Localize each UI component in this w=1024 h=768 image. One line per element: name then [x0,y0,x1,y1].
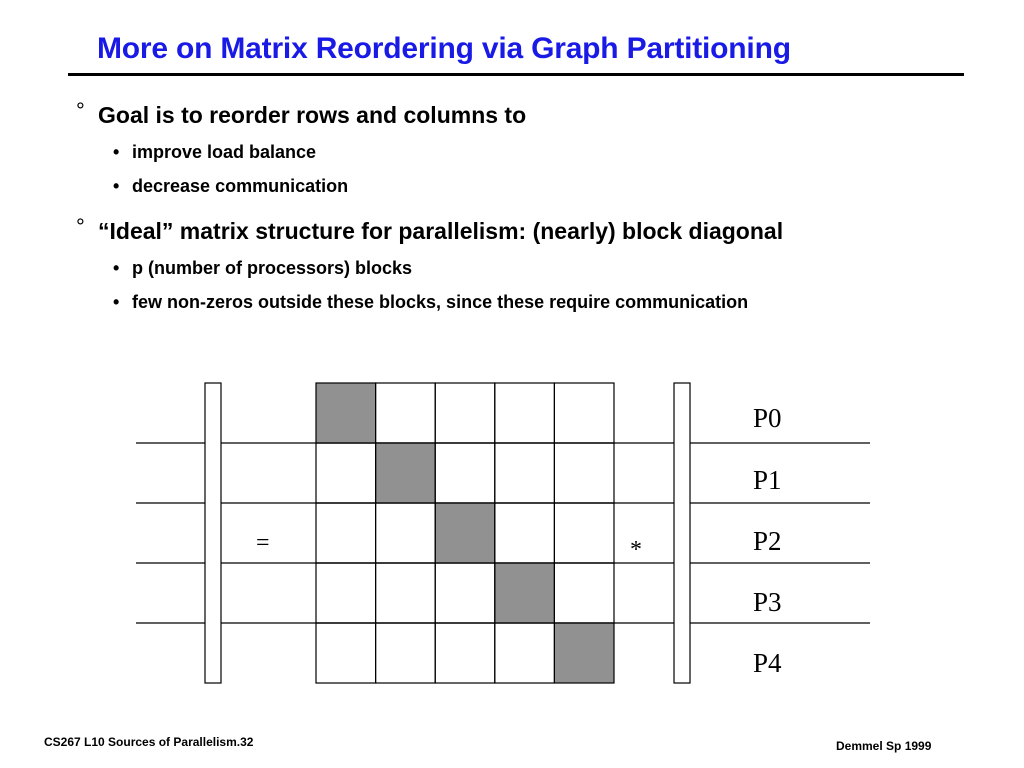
sub-bullet-marker: • [113,292,120,312]
matrix-cell [376,623,436,683]
matrix-cell [495,623,555,683]
bullet-text: “Ideal” matrix structure for parallelism: (nearly) block diagonal [98,218,784,244]
matrix-cell [376,383,436,443]
processor-label-p3: P3 [753,587,782,617]
matrix-cell [435,383,495,443]
matrix-cell [435,563,495,623]
matrix-cell [376,503,436,563]
processor-label-p1: P1 [753,465,782,495]
matrix-cell [435,623,495,683]
matrix-cell [554,383,614,443]
matrix-cell [495,383,555,443]
matrix-cell [554,443,614,503]
diagonal-block [554,623,614,683]
sub-bullet-marker: • [113,258,120,278]
matrix-cell [316,503,376,563]
diagonal-block [435,503,495,563]
sub-bullet-text: decrease communication [132,176,349,196]
equals-sign: = [256,530,270,556]
multiply-sign: * [630,537,642,563]
sub-bullet-marker: • [113,176,120,196]
bullet-marker: ° [76,214,85,239]
matrix-cell [316,443,376,503]
diagonal-block [316,383,376,443]
matrix-cell [376,563,436,623]
matrix-cell [554,563,614,623]
sub-bullet-text: few non-zeros outside these blocks, since these require communication [132,292,749,312]
sub-bullet-text: improve load balance [132,142,317,162]
matrix-cell [435,443,495,503]
processor-label-p0: P0 [753,403,782,433]
diagonal-block [495,563,555,623]
matrix-cell [316,563,376,623]
processor-label-p4: P4 [753,648,782,678]
slide-title: More on Matrix Reordering via Graph Partitioning [97,32,791,65]
bullet-text: Goal is to reorder rows and columns to [98,102,527,128]
processor-label-p2: P2 [753,526,782,556]
sub-bullet-text: p (number of processors) blocks [132,258,413,278]
input-vector [674,383,690,683]
diagonal-block [376,443,436,503]
matrix-cell [495,443,555,503]
matrix-cell [316,623,376,683]
result-vector [205,383,221,683]
matrix-cell [495,503,555,563]
footer-author-label: Demmel Sp 1999 [836,739,932,753]
footer-course-label: CS267 L10 Sources of Parallelism.32 [44,735,254,749]
matrix-cell [554,503,614,563]
bullet-marker: ° [76,98,85,123]
sub-bullet-marker: • [113,142,120,162]
